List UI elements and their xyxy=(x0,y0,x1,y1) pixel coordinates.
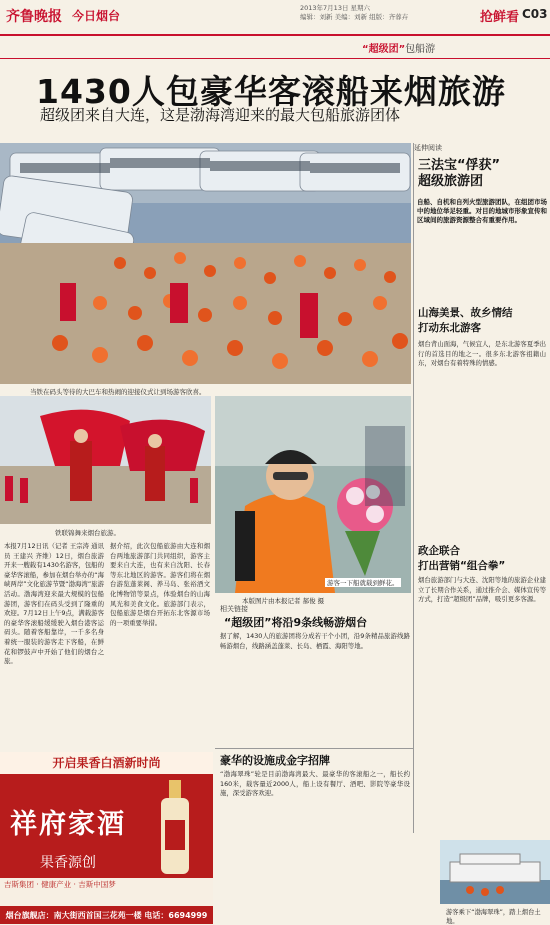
deck: 超级团来自大连，这是渤海湾迎来的最大包船旅游团体 xyxy=(40,106,401,124)
tourist-inset-caption: 游客一下船就载到鲜花。 xyxy=(327,579,399,587)
tourist-photo xyxy=(215,396,411,593)
main-photo xyxy=(0,143,411,384)
column-rule xyxy=(413,143,414,833)
sidebar-headline-line2: 超级旅游团 xyxy=(418,174,484,189)
ad-brand-name: 祥府家酒 xyxy=(10,809,126,840)
ad-slogan: 果香源创 xyxy=(40,855,96,871)
wine-bottle-icon xyxy=(155,780,195,876)
related-body: 据了解，1430人的旅游团将分成若干个小团，沿9条精品旅游线路畅游烟台，线路涵盖蓬莱、长岛、栖霞、海阳等地。 xyxy=(220,632,410,650)
column-name: 抢鲜看 xyxy=(480,10,520,25)
ship-photo-caption: 游客乘下“渤海翠珠”，踏上烟台土地。 xyxy=(446,909,541,925)
kicker xyxy=(362,40,435,55)
sidebar-subhead-2 xyxy=(418,543,505,573)
photo-credit: 本版图片由本报记者 郝俊 摄 xyxy=(242,597,325,605)
kicker-rest: 包船游 xyxy=(405,44,436,55)
newspaper-logo: 齐鲁晚报 xyxy=(6,9,62,25)
ad-top-banner: 开启果香白酒新时尚 xyxy=(0,752,213,774)
title-rule xyxy=(0,58,550,59)
sidebar-headline xyxy=(418,158,500,190)
related-headline: “超级团”将沿9条线畅游烟台 xyxy=(224,616,368,629)
dancer-photo xyxy=(0,396,211,524)
bottom-body: “渤海翠珠”轮是目前渤海湾最大、最豪华的客滚船之一，船长约160米，载客量近2000人，船上设有餐厅、酒吧、影院等豪华设施，深受游客欢迎。 xyxy=(220,770,410,798)
ad-store-line: 烟台旗舰店：南大街西首国三花苑一楼 电话：6694999 xyxy=(5,911,208,920)
sidebar-body-2: 烟台旅游部门与大连、沈阳等地的旅游企业建立了长期合作关系，通过推介会、媒体宣传等方式，打造“超级团”品牌，吸引更多客源。 xyxy=(418,576,546,604)
sidebar-subhead-2-line1: 政企联合 xyxy=(418,545,460,557)
editor-text: 编辑：刘新 美编：刘新 组版：齐蓉卉 xyxy=(300,13,409,21)
sidebar-headline-line1: 三法宝“俘获” xyxy=(418,158,501,173)
section-name: 今日烟台 xyxy=(72,9,121,23)
wine-advertisement xyxy=(0,752,213,924)
date-line xyxy=(300,4,408,22)
sidebar-subhead-1 xyxy=(418,305,513,335)
bottom-headline: 豪华的设施成金字招牌 xyxy=(220,754,330,767)
date-text: 2013年7月13日 星期六 xyxy=(300,4,371,12)
kicker-quote: “超级团” xyxy=(362,44,406,55)
headline: 1430人包豪华客滚船来烟旅游 xyxy=(36,72,506,111)
sidebar-lead: 自船、自机和自列火型旅游团队，在组团市场中的地位举足轻重。对目的地城市形象宣传和区域间的旅游资源整合有重要作用。 xyxy=(417,198,547,224)
body-column-1: 本报7月12日讯（记者 王宗涛 通讯员 王建兴 齐维）12日，烟台旅游开来一艘载有1430名游客，包船的豪华客滚船，参加在烟台举办的“海峡两岸”文化旅游节暨“渤海湾”旅游活动。渤海湾迎来最大规模的包船游团，游客们在码头受到了隆重的欢迎。7月12日上午9点，满载游客的豪华客滚船缓缓驶入烟台港客运码头。随着客船靠岸，一千多名身着统一服装的游客走下客船，在鲜花和锣鼓声中开始了他们的烟台之旅。 xyxy=(4,542,104,666)
body-column-2: 据介绍，此次包船旅游由大连和烟台两地旅游部门共同组织，游客主要来自大连，也有来自沈阳、长春等东北地区的游客。游客们将在烟台游览蓬莱阁、养马岛、张裕酒文化博物馆等景点，体验烟台的山海风光和美食文化。旅游部门表示，包船旅游是烟台开拓东北客源市场的一项重要举措。 xyxy=(110,542,210,627)
ship-photo xyxy=(440,840,550,904)
bottom-rule xyxy=(215,748,413,749)
sidebar-subhead-1-line2: 打动东北游客 xyxy=(418,322,481,334)
sidebar-subhead-1-line1: 山海美景、故乡情结 xyxy=(418,307,513,319)
sidebar-body-1: 烟台背山面海，气候宜人，是东北游客夏季出行的首选目的地之一。很多东北游客祖籍山东，对烟台有着特殊的情感。 xyxy=(418,340,546,368)
dancer-caption: 铁联锦舞来烟台旅游。 xyxy=(55,529,120,537)
related-tag: 相关链接 xyxy=(220,605,248,613)
main-photo-caption: 当铁在码头等待的大巴车和热闹的迎接仪式让到场游客欣喜。 xyxy=(30,388,206,396)
sidebar-tag: 延伸阅读 xyxy=(414,144,442,152)
page-number: C03 xyxy=(522,7,548,21)
ad-tagline: 吉斯集团 · 健康产业 · 吉斯中国梦 xyxy=(0,878,213,906)
sidebar-subhead-2-line2: 打出营销“组合拳” xyxy=(418,560,506,572)
